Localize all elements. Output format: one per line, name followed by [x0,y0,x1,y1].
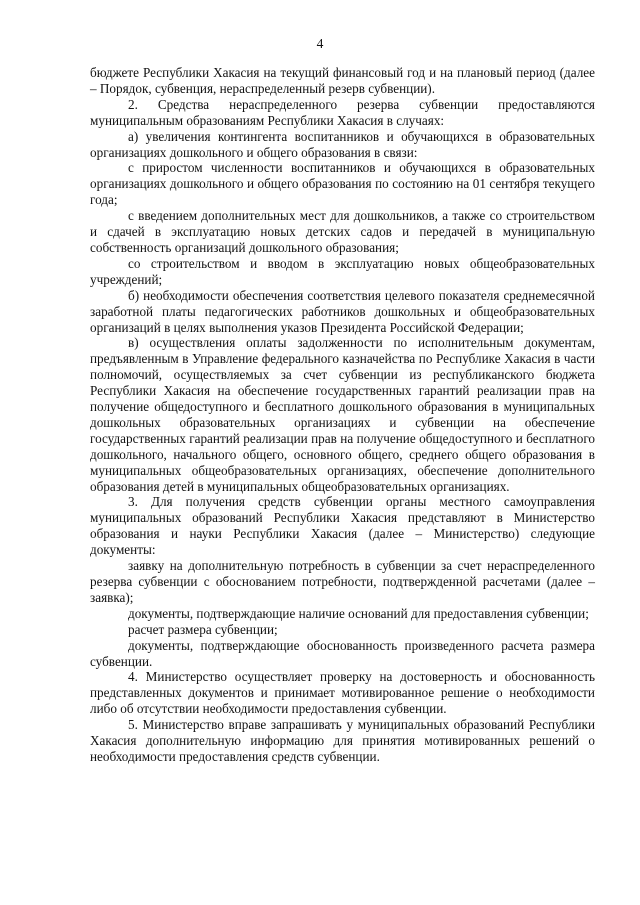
paragraph-clause-2: 2. Средства нераспределенного резерва субвенции предоставляются муниципальным образованиям Республики Хакасия в случаях: [90,96,595,128]
paragraph-item: с приростом численности воспитанников и обучающихся в образовательных организациях дошкольного и общего образования по состоянию на 01 сентября текущего года; [90,160,595,208]
page-number: 4 [316,36,324,51]
document-body [90,65,595,765]
paragraph-subclause-b: б) необходимости обеспечения соответствия целевого показателя среднемесячной заработной платы педагогических работников дошкольных и общеобразовательных организаций в целях выполнения указов Президента Российской Федерации; [90,287,595,335]
paragraph-subclause-v: в) осуществления оплаты задолженности по исполнительным документам, предъявленным в Управление федерального казначейства по Республике Хакасия в части полномочий, осуществляемых за счет субвенции из республиканского бюджета Республики Хакасия на обеспечение государственных гарантий реализации прав на получение общедоступного и бесплатного дошкольного образования в муниципальных дошкольных образовательных организациях и субвенции на обеспечение государственных гарантий реализации прав на получение общедоступного и бесплатного дошкольного, начального общего, основного общего, среднего общего образования в муниципальных общеобразовательных организациях, обеспечение дополнительного образования детей в муниципальных общеобразовательных организациях. [90,335,595,494]
paragraph-item: заявку на дополнительную потребность в субвенции за счет нераспределенного резерва субвенции с обоснованием потребности, подтвержденной расчетами (далее – заявка); [90,558,595,605]
paragraph-subclause-a: а) увеличения контингента воспитанников и обучающихся в образовательных организациях дошкольного и общего образования в связи: [90,128,595,160]
paragraph-item: расчет размера субвенции; [128,621,278,637]
paragraph-clause-5: 5. Министерство вправе запрашивать у муниципальных образований Республики Хакасия дополнительную информацию для принятия мотивированных решений о необходимости предоставления средств субвенции. [90,717,595,764]
paragraph-item: с введением дополнительных мест для дошкольников, а также со строительством и сдачей в эксплуатацию новых детских садов и передачей в муниципальную собственность организаций дошкольного образования; [90,208,595,255]
paragraph-clause-3: 3. Для получения средств субвенции органы местного самоуправления муниципальных образований Республики Хакасия представляют в Министерство образования и науки Республики Хакасия (далее – Министерство) следующие документы: [90,494,595,558]
paragraph-continuation: бюджете Республики Хакасия на текущий финансовый год и на плановый период (далее – Порядок, субвенция, нераспределенный резерв субвенции). [90,65,595,96]
paragraph-item: документы, подтверждающие наличие оснований для предоставления субвенции; [128,605,589,621]
paragraph-item: со строительством и вводом в эксплуатацию новых общеобразовательных учреждений; [90,255,595,287]
paragraph-clause-4: 4. Министерство осуществляет проверку на достоверность и обоснованность представленных документов и принимает мотивированное решение о необходимости либо об отсутствии необходимости предоставления субвенции. [90,669,595,717]
paragraph-item: документы, подтверждающие обоснованность произведенного расчета размера субвенции. [90,637,595,669]
